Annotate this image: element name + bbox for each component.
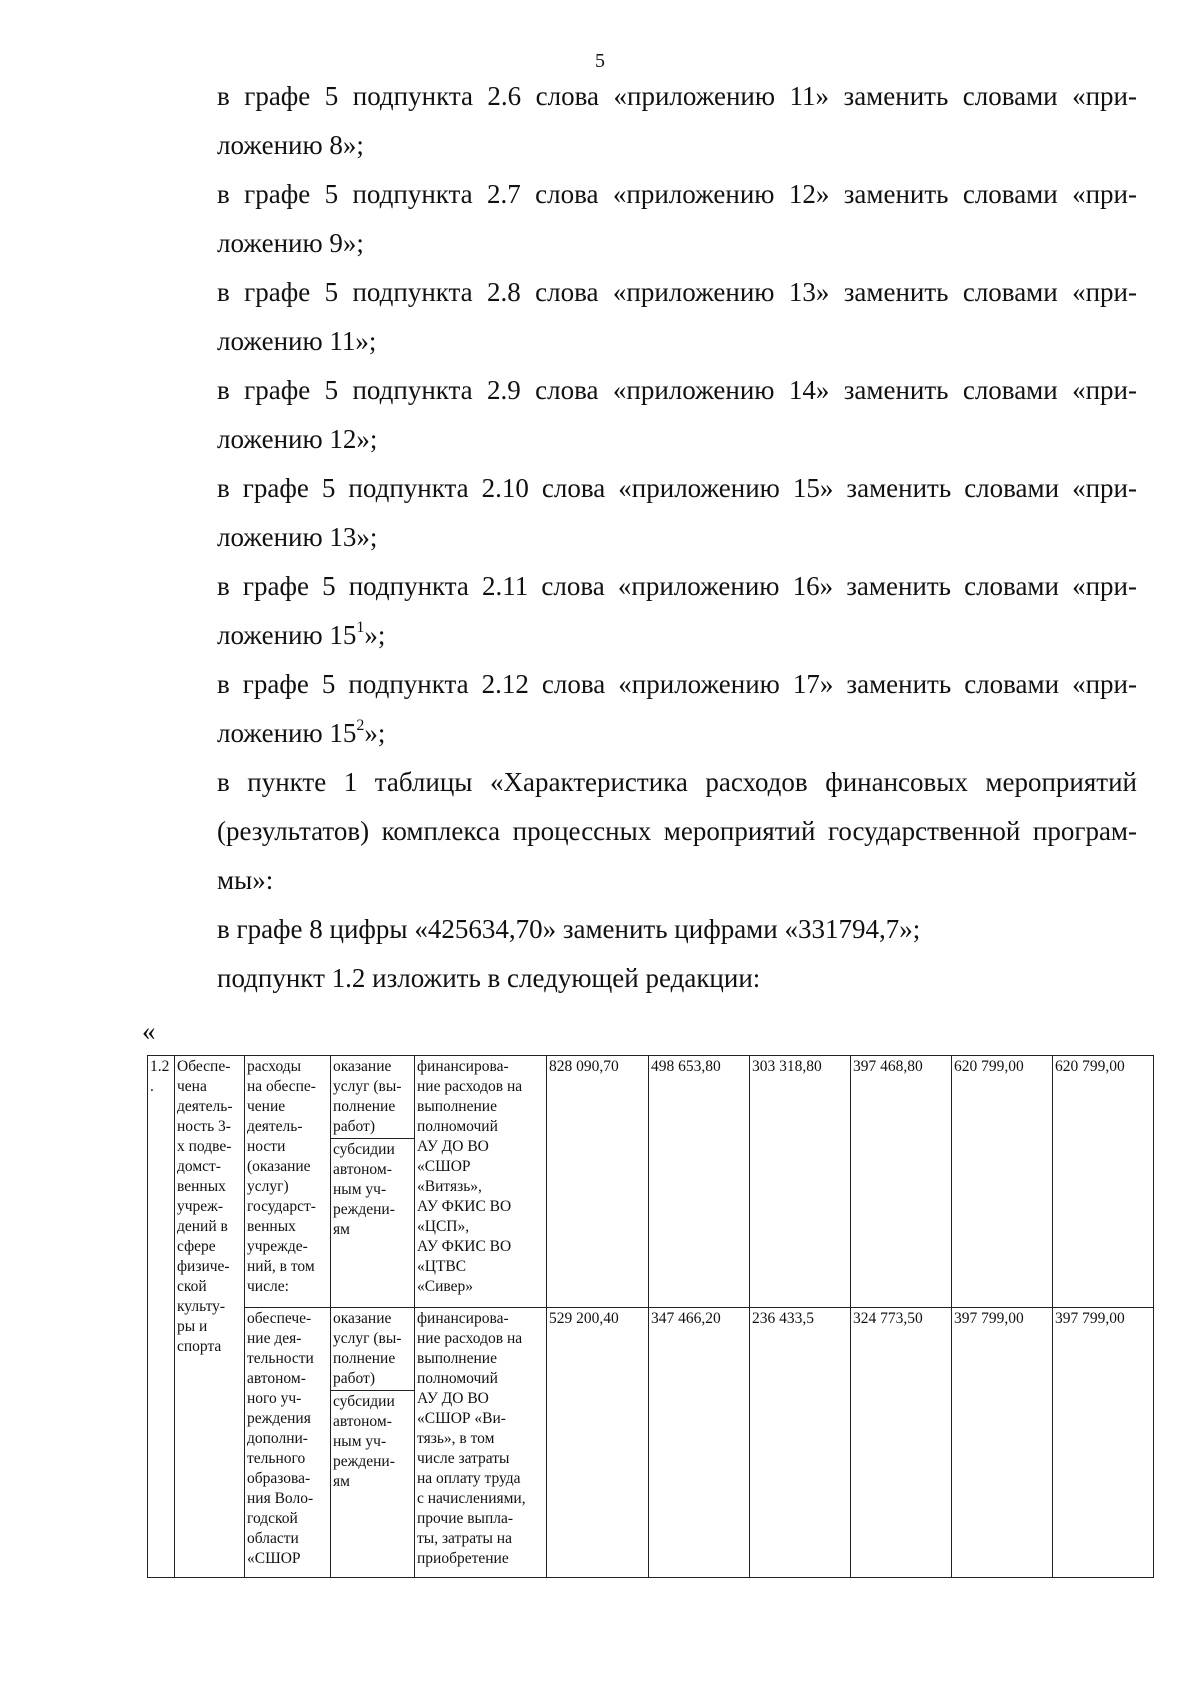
value-cell: 620 799,00: [952, 1056, 1053, 1308]
subsidy-type: субсидии автоном- ным уч- реждени- ям: [333, 1141, 395, 1238]
financing-cell: финансирова- ние расходов на выполнение полномочий АУ ДО ВО «СШОР «Ви- тязь», в том числе затраты на оплату труда с начислениями, прочие выпла- ты, затраты на приобретение: [415, 1308, 547, 1578]
value-cell: 324 773,50: [851, 1308, 952, 1578]
amendment-paragraph: [147, 660, 1137, 758]
paragraph-line: в графе 5 подпункта 2.7 слова «приложению 12» заменить словами «при-: [217, 179, 1137, 209]
amendment-table: [147, 1055, 1154, 1578]
paragraph-line: в графе 5 подпункта 2.8 слова «приложению 13» заменить словами «при-: [217, 277, 1137, 307]
expense-cell: расходы на обеспе- чение деятель- ности (оказание услуг) государст- венных учрежде- ний, в том числе:: [245, 1056, 331, 1308]
value-cell: 828 090,70: [547, 1056, 649, 1308]
paragraph-line: (результатов) комплекса процессных мероприятий государственной програм-: [217, 816, 1137, 846]
value-cell: 397 799,00: [952, 1308, 1053, 1578]
goal-cell: Обеспе- чена деятель- ность 3- х подве- домст- венных учреж- дений в сфере физиче- ской культу- ры и спорта: [175, 1056, 245, 1578]
paragraph-line: в графе 5 подпункта 2.11 слова «приложению 16» заменить словами «при-: [217, 571, 1137, 601]
line-text: ложению 15: [217, 718, 357, 748]
paragraph-line: в графе 5 подпункта 2.9 слова «приложению 14» заменить словами «при-: [217, 375, 1137, 405]
value-cell: 620 799,00: [1053, 1056, 1154, 1308]
service-type: оказание услуг (вы- полнение работ): [331, 1308, 414, 1391]
value-cell: 397 799,00: [1053, 1308, 1154, 1578]
paragraph-line: мы»:: [217, 865, 274, 895]
value-cell: 236 433,5: [750, 1308, 851, 1578]
amendment-paragraph: [147, 464, 1137, 562]
superscript-index: 1: [356, 619, 365, 636]
paragraph-line: подпункт 1.2 изложить в следующей редакции:: [217, 963, 761, 993]
service-cell: [331, 1308, 415, 1578]
paragraph-line: [147, 709, 1137, 758]
amendment-paragraph: [147, 366, 1137, 464]
service-type: оказание услуг (вы- полнение работ): [331, 1056, 414, 1139]
amendment-paragraph: [147, 905, 1137, 954]
paragraph-line: ложению 12»;: [217, 424, 378, 454]
paragraph-line: ложению 9»;: [217, 228, 364, 258]
expense-cell: обеспече- ние дея- тельности автоном- ного уч- реждения дополни- тельного образова- ния Воло- годской области «СШОР: [245, 1308, 331, 1578]
paragraph-line: в пункте 1 таблицы «Характеристика расходов финансовых мероприятий: [217, 767, 1137, 797]
paragraph-line: ложению 13»;: [217, 522, 378, 552]
amendment-paragraph: [147, 562, 1137, 660]
paragraph-line: в графе 5 подпункта 2.6 слова «приложению 11» заменить словами «при-: [217, 81, 1137, 111]
value-cell: 347 466,20: [649, 1308, 750, 1578]
document-body: [147, 72, 1137, 1003]
paragraph-line: ложению 11»;: [217, 326, 377, 356]
paragraph-line: ложению 8»;: [217, 130, 364, 160]
amendment-paragraph: [147, 954, 1137, 1003]
paragraph-line: в графе 5 подпункта 2.12 слова «приложению 17» заменить словами «при-: [217, 669, 1137, 699]
value-cell: 529 200,40: [547, 1308, 649, 1578]
amendment-paragraph: [147, 72, 1137, 170]
opening-quote-mark: «: [142, 1016, 156, 1046]
paragraph-line: [147, 611, 1137, 660]
line-text: »;: [364, 718, 386, 748]
financing-cell: финансирова- ние расходов на выполнение полномочий АУ ДО ВО «СШОР «Витязь», АУ ФКИС ВО «ЦСП», АУ ФКИС ВО «ЦТВС «Сивер»: [415, 1056, 547, 1308]
amendment-paragraph: [147, 170, 1137, 268]
table-row: [148, 1308, 1154, 1578]
service-cell: [331, 1056, 415, 1308]
value-cell: 397 468,80: [851, 1056, 952, 1308]
amendment-paragraph: [147, 758, 1137, 905]
line-text: »;: [364, 620, 386, 650]
row-number-cell: 1.2.: [148, 1056, 175, 1578]
subsidy-type: субсидии автоном- ным уч- реждени- ям: [333, 1393, 395, 1490]
superscript-index: 2: [356, 717, 365, 734]
paragraph-line: в графе 5 подпункта 2.10 слова «приложению 15» заменить словами «при-: [217, 473, 1137, 503]
line-text: ложению 15: [217, 620, 357, 650]
value-cell: 303 318,80: [750, 1056, 851, 1308]
table-row: [148, 1056, 1154, 1308]
amendment-paragraph: [147, 268, 1137, 366]
page-number: 5: [595, 50, 605, 72]
paragraph-line: в графе 8 цифры «425634,70» заменить цифрами «331794,7»;: [217, 914, 921, 944]
value-cell: 498 653,80: [649, 1056, 750, 1308]
